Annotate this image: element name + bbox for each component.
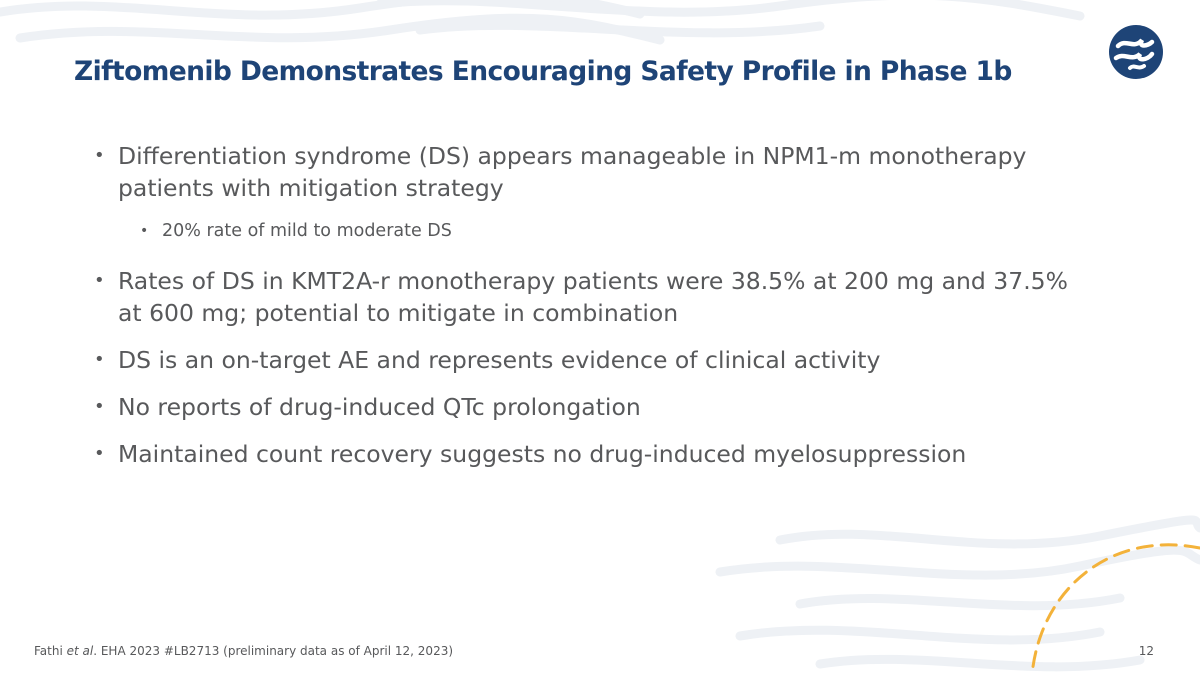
bullet-text: DS is an on-target AE and represents evidence of clinical activity [118, 346, 881, 374]
page-number: 12 [1138, 644, 1154, 658]
bullet-glyph: • [94, 270, 105, 291]
bullet-text: Rates of DS in KMT2A-r monotherapy patients were 38.5% at 200 mg and 37.5% at 600 mg; potential to mitigate in combination [118, 267, 1068, 327]
sub-bullet-item [94, 219, 1094, 243]
bullet-text: Maintained count recovery suggests no drug-induced myelosuppression [118, 440, 967, 468]
bullet-item [94, 344, 1094, 376]
citation-footnote [34, 644, 453, 658]
bullet-text: Differentiation syndrome (DS) appears manageable in NPM1-m monotherapy patients with mitigation strategy [118, 142, 1027, 202]
bullet-glyph: • [94, 396, 105, 417]
bullet-glyph: • [94, 349, 105, 370]
footnote-author: Fathi [34, 644, 67, 658]
bullet-glyph: • [94, 443, 105, 464]
bullet-list [94, 140, 1094, 485]
bullet-item [94, 265, 1094, 329]
sub-bullet-glyph: • [140, 223, 149, 239]
bullet-glyph: • [94, 145, 105, 166]
footnote-etal: et al [66, 644, 94, 658]
bullet-item [94, 140, 1094, 204]
bullet-item [94, 438, 1094, 470]
company-logo-icon [1108, 24, 1164, 80]
bullet-item [94, 391, 1094, 423]
footnote-rest: . EHA 2023 #LB2713 (preliminary data as of April 12, 2023) [93, 644, 454, 658]
slide-title: Ziftomenib Demonstrates Encouraging Safety Profile in Phase 1b [74, 56, 1012, 87]
sub-bullet-text: 20% rate of mild to moderate DS [162, 221, 452, 241]
bullet-text: No reports of drug-induced QTc prolongation [118, 393, 641, 421]
